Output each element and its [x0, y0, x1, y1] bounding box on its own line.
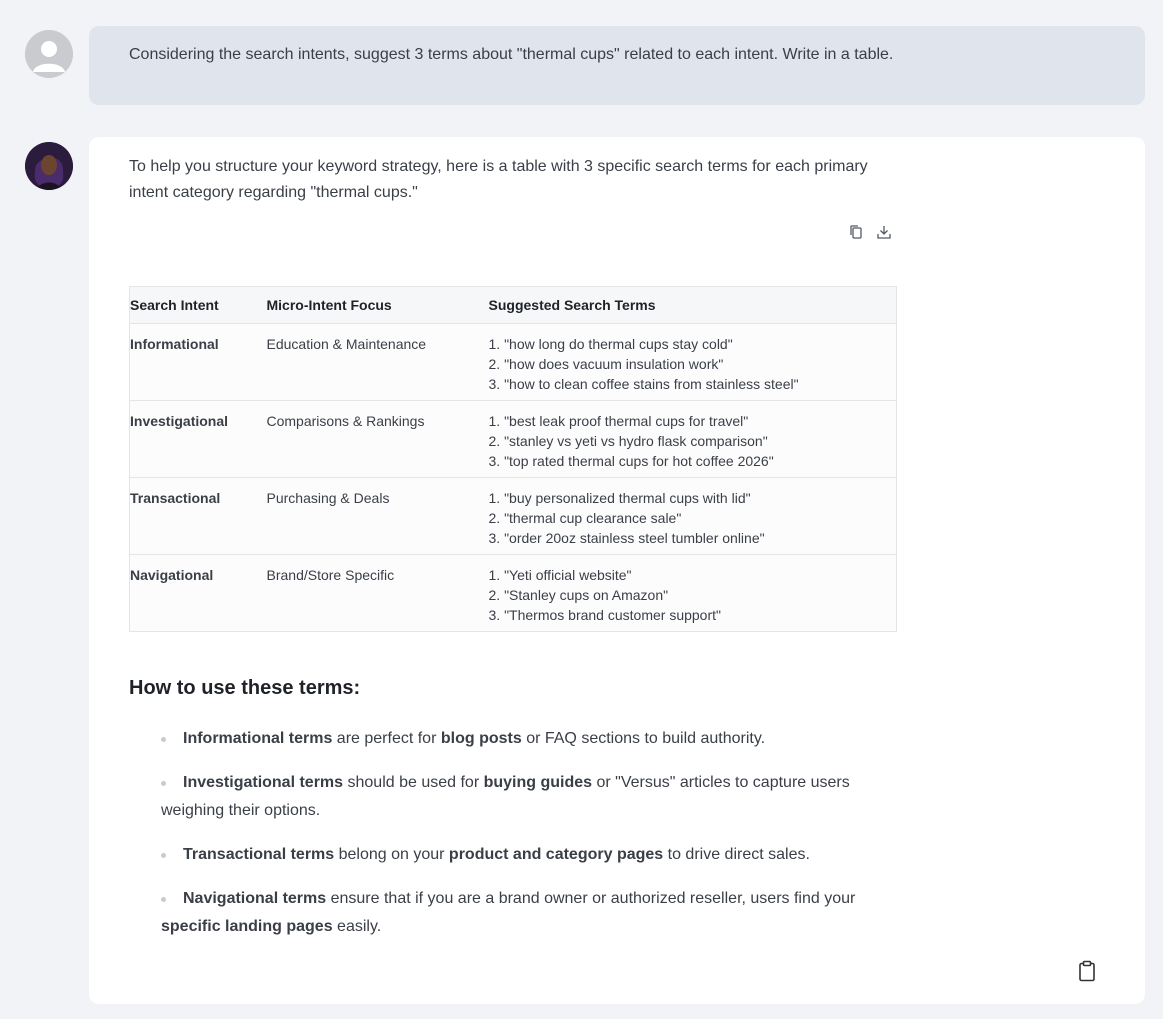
tip-bold: buying guides [483, 774, 593, 791]
tip-text: belong on your [334, 846, 449, 863]
user-avatar [25, 30, 73, 78]
tip-bold: blog posts [440, 730, 522, 747]
tip-bold: Investigational terms [183, 774, 344, 791]
table-header-row [130, 287, 897, 324]
tip-bold: Informational terms [183, 730, 333, 747]
tip-text: or "Versus" articles to capture users weighing their options. [161, 774, 850, 819]
copy-icon[interactable] [847, 223, 865, 241]
tip-text: easily. [332, 918, 382, 935]
header-suggested-terms: Suggested Search Terms [489, 287, 897, 324]
term-item: 2. "how does vacuum insulation work" [488, 356, 724, 372]
assistant-portrait-icon [25, 142, 73, 190]
term-item: 3. "order 20oz stainless steel tumbler online" [488, 530, 765, 546]
table-row [130, 324, 897, 401]
header-micro-intent-focus: Micro-Intent Focus [267, 287, 489, 324]
term-item: 3. "top rated thermal cups for hot coffee 2026" [488, 453, 774, 469]
search-terms-table [129, 286, 897, 632]
tip-text: or FAQ sections to build authority. [521, 730, 766, 747]
term-item: 1. "best leak proof thermal cups for travel" [488, 413, 749, 429]
section-heading: How to use these terms: [129, 677, 361, 699]
terms-list [489, 488, 897, 548]
user-message-bubble [89, 26, 1145, 105]
tip-item [161, 885, 901, 941]
tip-bold: Transactional terms [183, 846, 335, 863]
tip-text: ensure that if you are a brand owner or authorized reseller, users find your [326, 890, 856, 907]
intent-cell: Informational [130, 324, 267, 401]
focus-cell: Purchasing & Deals [267, 478, 489, 555]
terms-list [489, 565, 897, 625]
tip-text: should be used for [343, 774, 484, 791]
user-message-text: Considering the search intents, suggest 3 terms about "thermal cups" related to each intent. Write in a table. [129, 46, 894, 63]
assistant-avatar [25, 142, 73, 190]
terms-cell [489, 555, 897, 632]
terms-cell [489, 478, 897, 555]
focus-cell: Brand/Store Specific [266, 567, 395, 583]
term-item: 3. "Thermos brand customer support" [488, 607, 721, 623]
user-silhouette-icon [25, 30, 73, 78]
term-item: 2. "stanley vs yeti vs hydro flask comparison" [488, 433, 768, 449]
term-item: 2. "thermal cup clearance sale" [488, 510, 682, 526]
focus-cell: Comparisons & Rankings [267, 401, 489, 478]
terms-list [489, 334, 897, 394]
tip-text: to drive direct sales. [663, 846, 810, 863]
terms-cell [489, 324, 897, 401]
clipboard-icon[interactable] [1077, 960, 1097, 982]
tip-item [161, 841, 901, 869]
tip-bold: product and category pages [448, 846, 664, 863]
term-item: 1. "Yeti official website" [488, 567, 632, 583]
tip-item [161, 769, 901, 825]
term-item: 1. "buy personalized thermal cups with lid" [488, 490, 751, 506]
tip-item [161, 725, 901, 753]
usage-tips-list [161, 725, 901, 957]
tip-bold: Navigational terms [183, 890, 327, 907]
download-icon[interactable] [875, 223, 893, 241]
term-item: 1. "how long do thermal cups stay cold" [488, 336, 733, 352]
assistant-message-card [89, 137, 1145, 1004]
tip-bold: specific landing pages [161, 918, 333, 935]
term-item: 3. "how to clean coffee stains from stainless steel" [488, 376, 799, 392]
terms-list [489, 411, 897, 471]
term-item: 2. "Stanley cups on Amazon" [488, 587, 669, 603]
assistant-intro-text: To help you structure your keyword strategy, here is a table with 3 specific search terms for each primary intent category regarding "thermal cups." [129, 158, 868, 201]
table-actions [847, 223, 893, 241]
table-row [130, 401, 897, 478]
table-row [130, 478, 897, 555]
intent-cell: Navigational [130, 567, 214, 583]
intent-cell: Transactional [130, 478, 267, 555]
intent-cell: Investigational [130, 401, 267, 478]
header-search-intent: Search Intent [130, 287, 267, 324]
table-row [130, 555, 897, 632]
tip-text: are perfect for [332, 730, 441, 747]
focus-cell: Education & Maintenance [267, 324, 489, 401]
terms-cell [489, 401, 897, 478]
